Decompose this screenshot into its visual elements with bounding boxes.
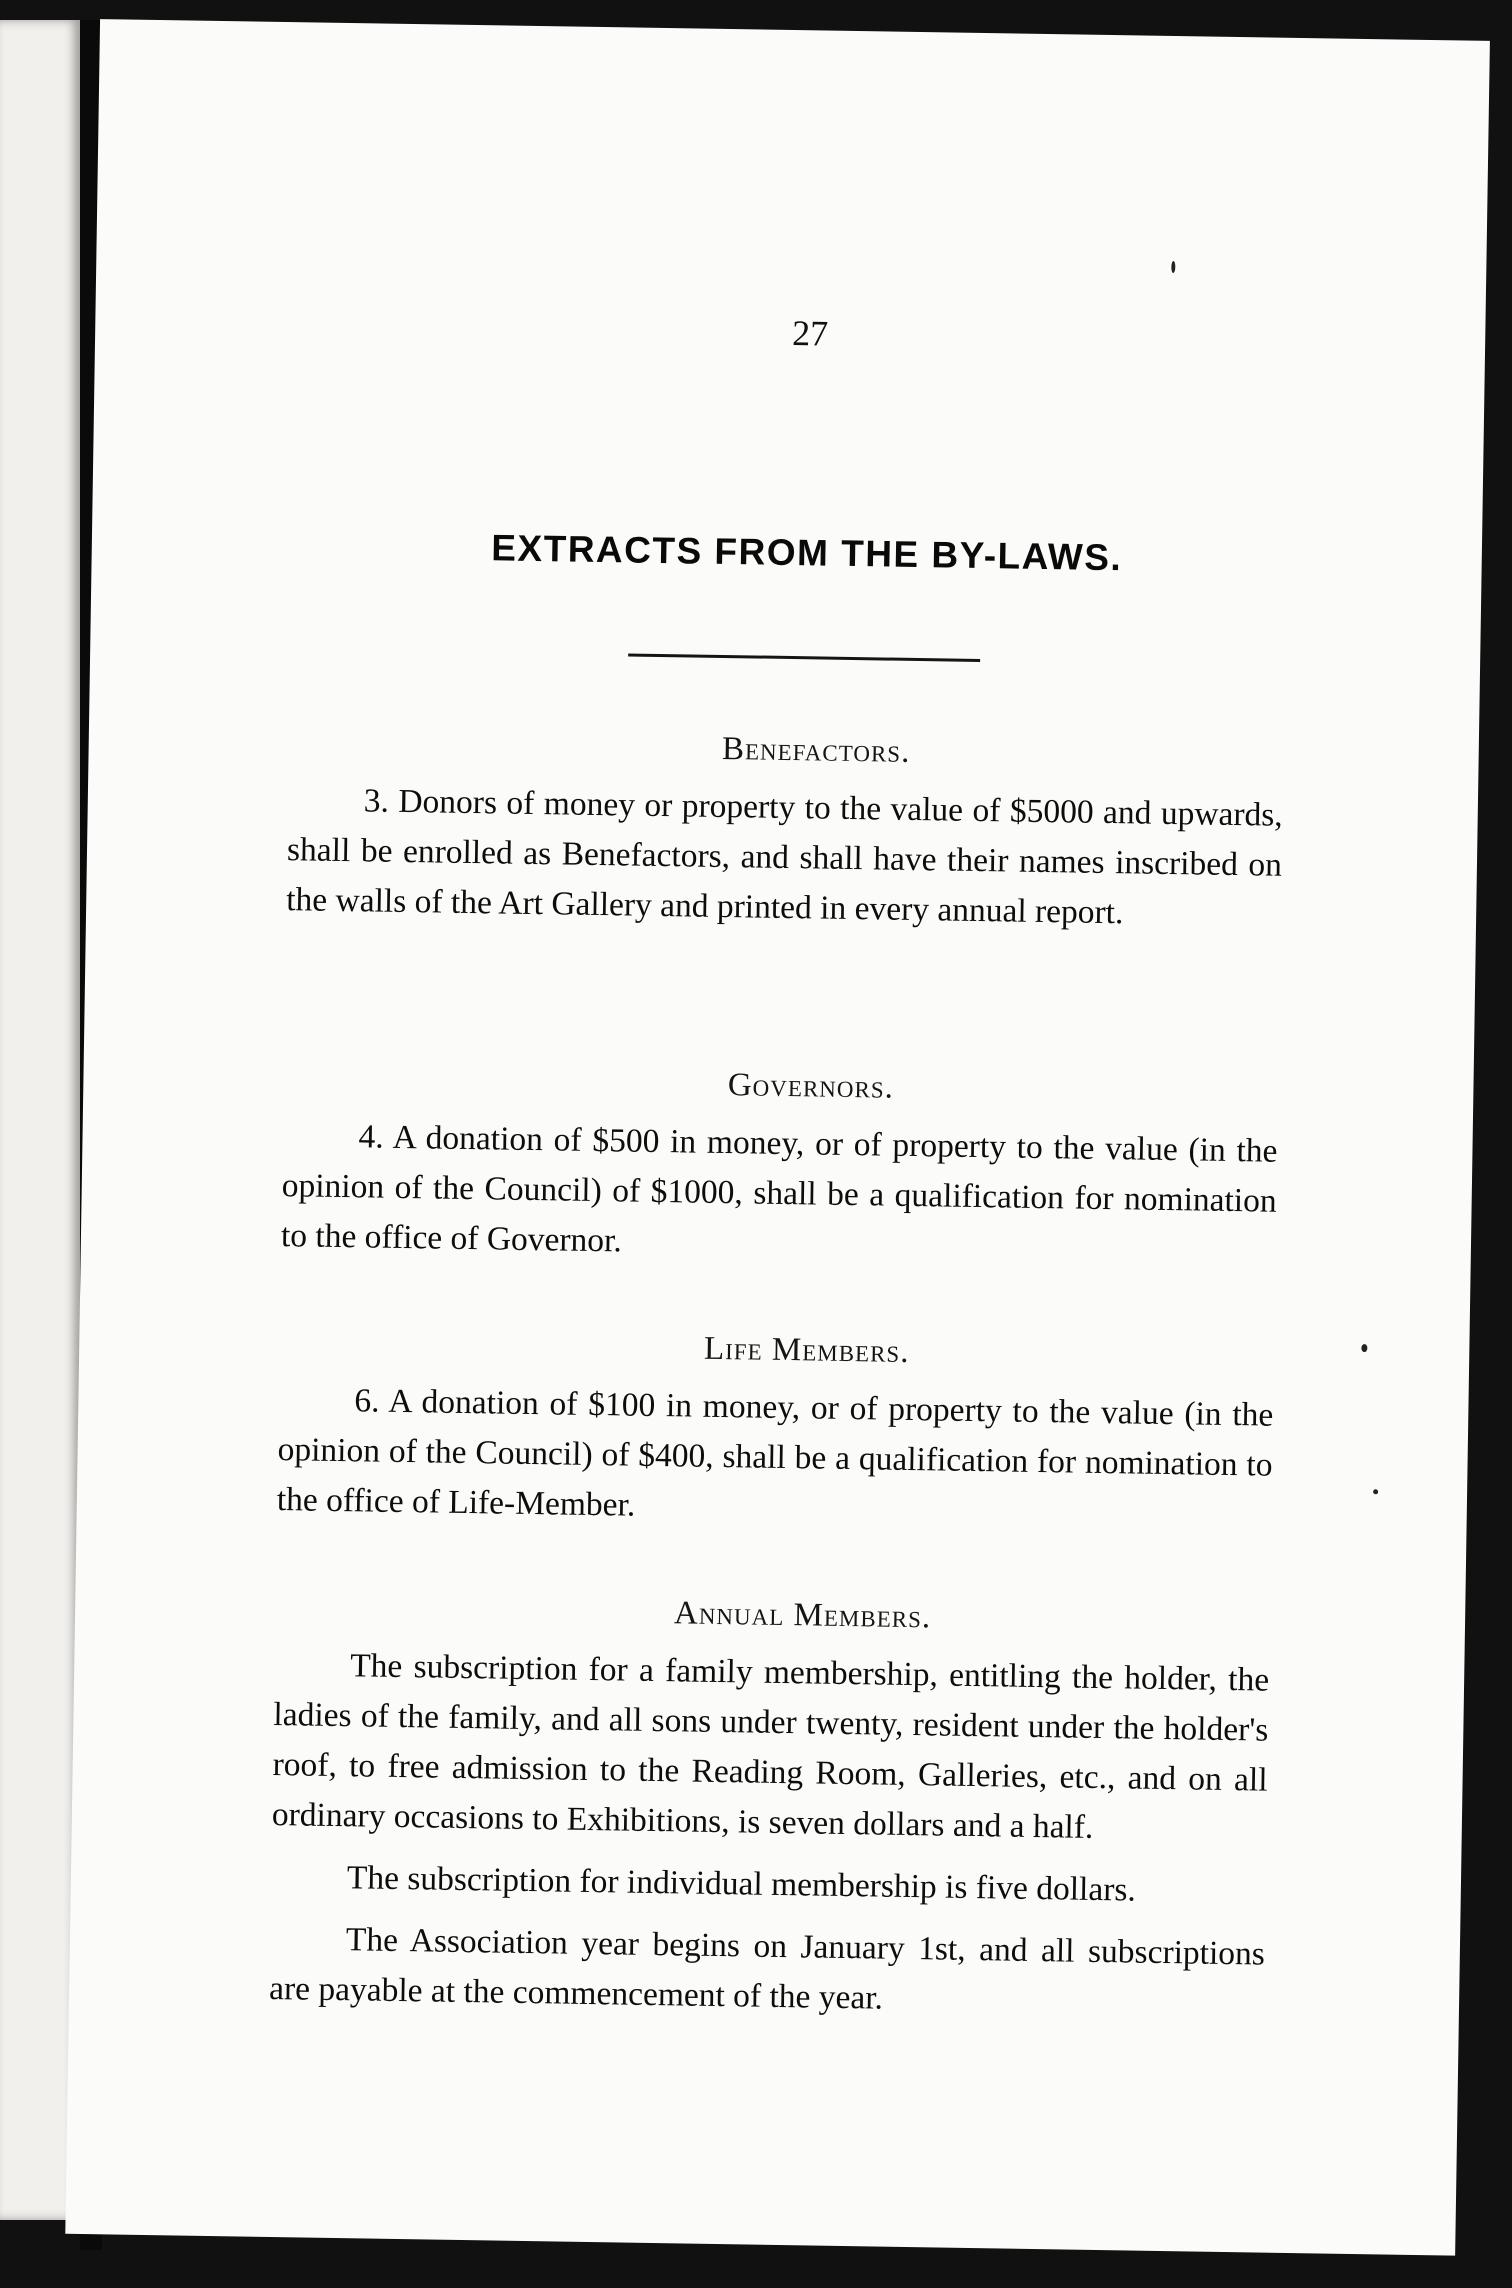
section-heading: Benefactors.: [721, 730, 911, 770]
section-heading: Annual Members.: [673, 1595, 932, 1636]
section-benefactors: [286, 724, 1284, 941]
book-page: [65, 19, 1490, 2256]
section-paragraph: 6. A donation of $100 in money, or of property to the value (in the opinion of the Council) of $400, shall be a qualification for nomination to the office of Life-Member.: [276, 1382, 1274, 1524]
adjacent-page-edge: [0, 20, 80, 2220]
section-paragraph: The subscription for individual membership is five dollars.: [346, 1859, 1137, 1909]
section-governors: [281, 1060, 1279, 1277]
page-title: EXTRACTS FROM THE BY-LAWS.: [491, 527, 1123, 579]
section-life-members: [276, 1324, 1274, 1541]
section-annual-members: [269, 1589, 1271, 2030]
section-paragraph: 3. Donors of money or property to the value of $5000 and upwards, shall be enrolled as Benefactors, and shall have their names inscribed on the walls of the Art Gallery and printed in every annual report.: [285, 782, 1284, 932]
section-heading: Governors.: [727, 1067, 895, 1106]
print-speck: [1171, 261, 1175, 273]
section-paragraph: The Association year begins on January 1st, and all subscriptions are payable at the commencement of the year.: [268, 1921, 1266, 2017]
print-speck: [1373, 1489, 1378, 1494]
section-heading: Life Members.: [703, 1330, 910, 1370]
section-paragraph: The subscription for a family membership, entitling the holder, the ladies of the family, and all sons under twenty, resident under the holder's roof, to free admission to the Reading Room, Galleries, etc., and on all ordinary occasions to Exhibitions, is seven dollars and a half.: [271, 1647, 1270, 1846]
title-divider: [628, 653, 980, 662]
page-number: 27: [791, 312, 829, 354]
section-paragraph: 4. A donation of $500 in money, or of property to the value (in the opinion of the Council) of $1000, shall be a qualification for nomination to the office of Governor.: [280, 1118, 1278, 1260]
print-speck: [1361, 1344, 1367, 1352]
